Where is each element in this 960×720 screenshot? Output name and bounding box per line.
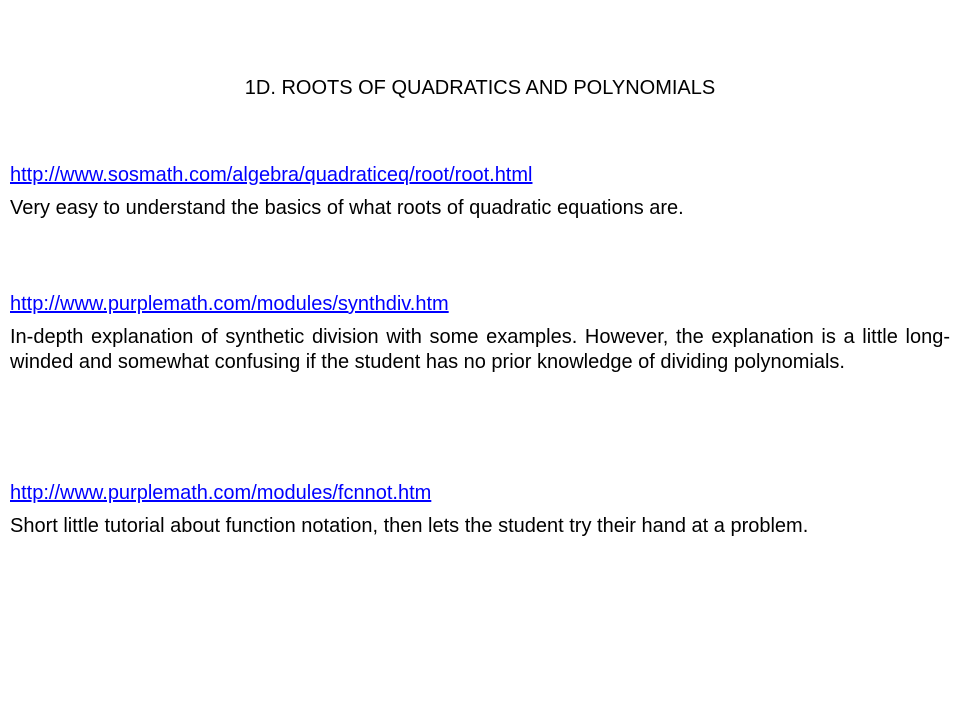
resource-item <box>10 481 950 539</box>
resource-description: Very easy to understand the basics of what roots of quadratic equations are. <box>10 197 684 219</box>
resource-description: Short little tutorial about function notation, then lets the student try their hand at a problem. <box>10 515 809 537</box>
resource-link[interactable]: http://www.sosmath.com/algebra/quadraticeq/root/root.html <box>10 164 533 186</box>
resource-link[interactable]: http://www.purplemath.com/modules/fcnnot.htm <box>10 482 432 504</box>
page-title: 1D. ROOTS OF QUADRATICS AND POLYNOMIALS <box>244 77 716 99</box>
resource-item <box>10 292 950 375</box>
resource-item <box>10 163 950 221</box>
resource-description: In-depth explanation of synthetic division with some examples. However, the explanation is a little long-winded and somewhat confusing if the student has no prior knowledge of dividing polynomials. <box>10 326 950 373</box>
resource-link[interactable]: http://www.purplemath.com/modules/synthdiv.htm <box>10 293 449 315</box>
